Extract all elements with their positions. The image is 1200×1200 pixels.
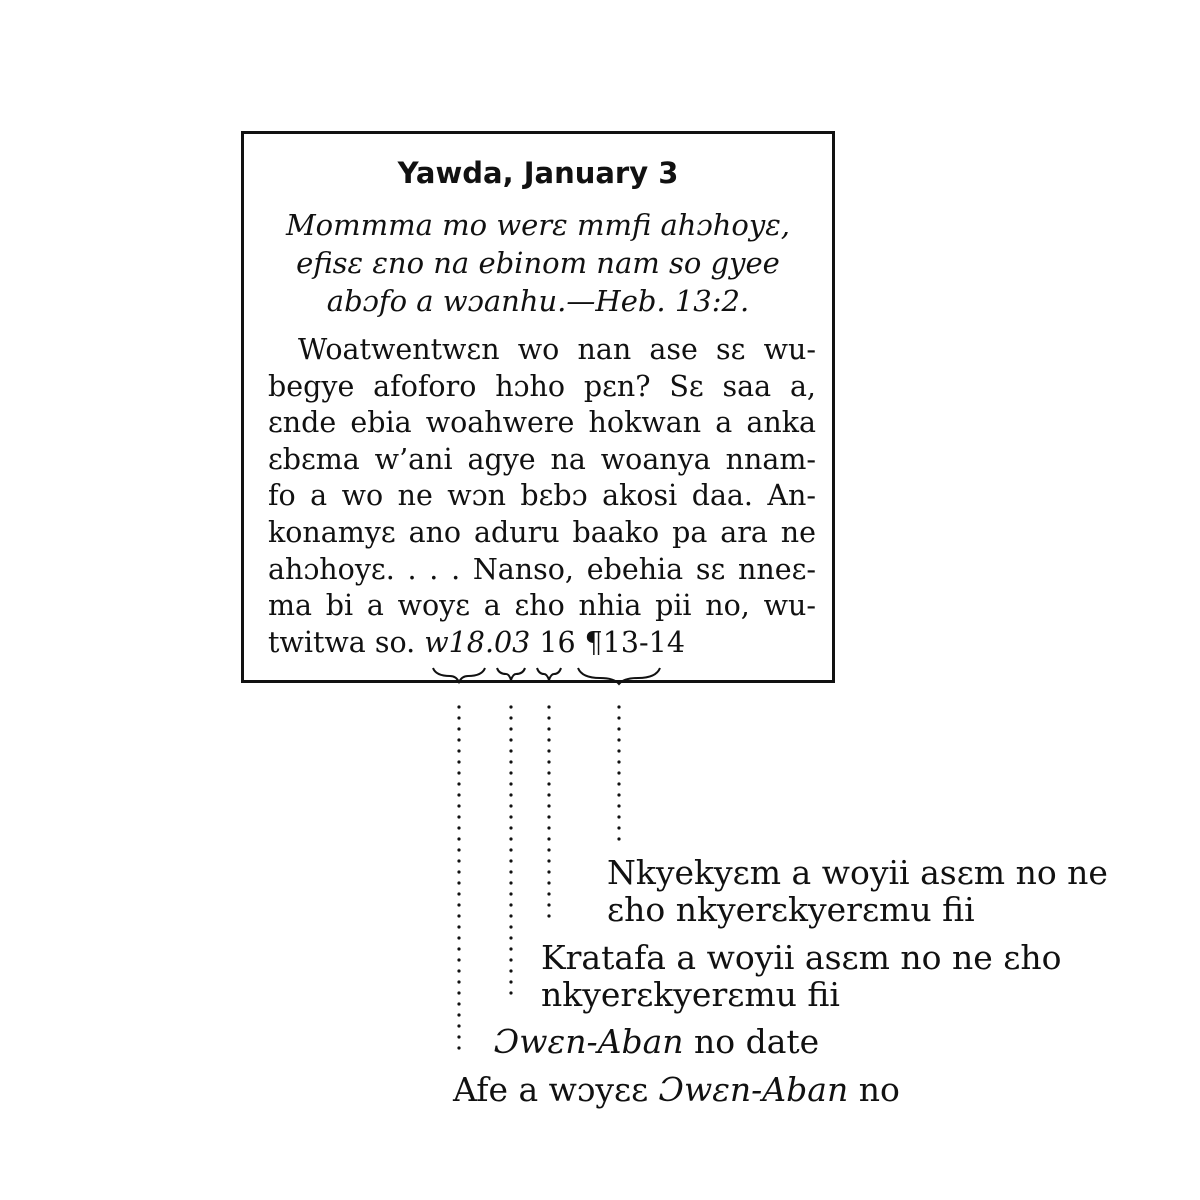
body-line: begye afoforo hɔho pɛn? Sɛ saa a, bbox=[268, 369, 816, 403]
source-page: 16 bbox=[539, 625, 576, 659]
source-publication: w18.03 bbox=[424, 625, 531, 659]
year-label: Afe a wɔyɛɛ Ɔwɛn-Aban no bbox=[453, 1070, 900, 1109]
scripture-line: efisɛ ɛno na ebinom nam so gyee bbox=[296, 246, 780, 280]
brace-publication bbox=[433, 668, 485, 682]
body-line: ma bi a woyɛ a ɛho nhia pii no, wu- bbox=[268, 589, 816, 623]
scripture-line: abɔfo a wɔanhu.—Heb. 13:2. bbox=[326, 284, 750, 318]
body-last-text: twitwa so. bbox=[268, 625, 416, 659]
source-paragraphs: ¶13-14 bbox=[584, 625, 685, 659]
page-label: Kratafa a woyii asɛm no ne ɛho nkyerɛkyerɛmu fii bbox=[541, 938, 1062, 1014]
brace-issue bbox=[497, 668, 525, 680]
brace-page bbox=[537, 668, 561, 680]
body-line: Woatwentwɛn wo nan ase sɛ wu- bbox=[298, 333, 816, 366]
body-line: ɛbɛma w’ani agye na woanya nnam- bbox=[268, 442, 816, 476]
brace-paragraphs bbox=[578, 668, 660, 684]
card-date: Yawda, January 3 bbox=[397, 156, 679, 190]
paragraphs-label: Nkyekyɛm a woyii asɛm no ne ɛho nkyerɛkyerɛmu fii bbox=[607, 853, 1108, 929]
date-label: Ɔwɛn-Aban no date bbox=[494, 1022, 820, 1061]
body-line: ahɔhoyɛ. . . . Nanso, ebehia sɛ nneɛ- bbox=[268, 552, 816, 586]
body-line: ɛnde ebia woahwere hokwan a anka bbox=[268, 406, 816, 440]
body-line: konamyɛ ano aduru baako pa ara ne bbox=[268, 515, 816, 549]
body-line: fo a wo ne wɔn bɛbɔ akosi daa. An- bbox=[268, 479, 816, 513]
scripture-line: Mommma mo werɛ mmfi ahɔhoyɛ, bbox=[285, 208, 791, 242]
